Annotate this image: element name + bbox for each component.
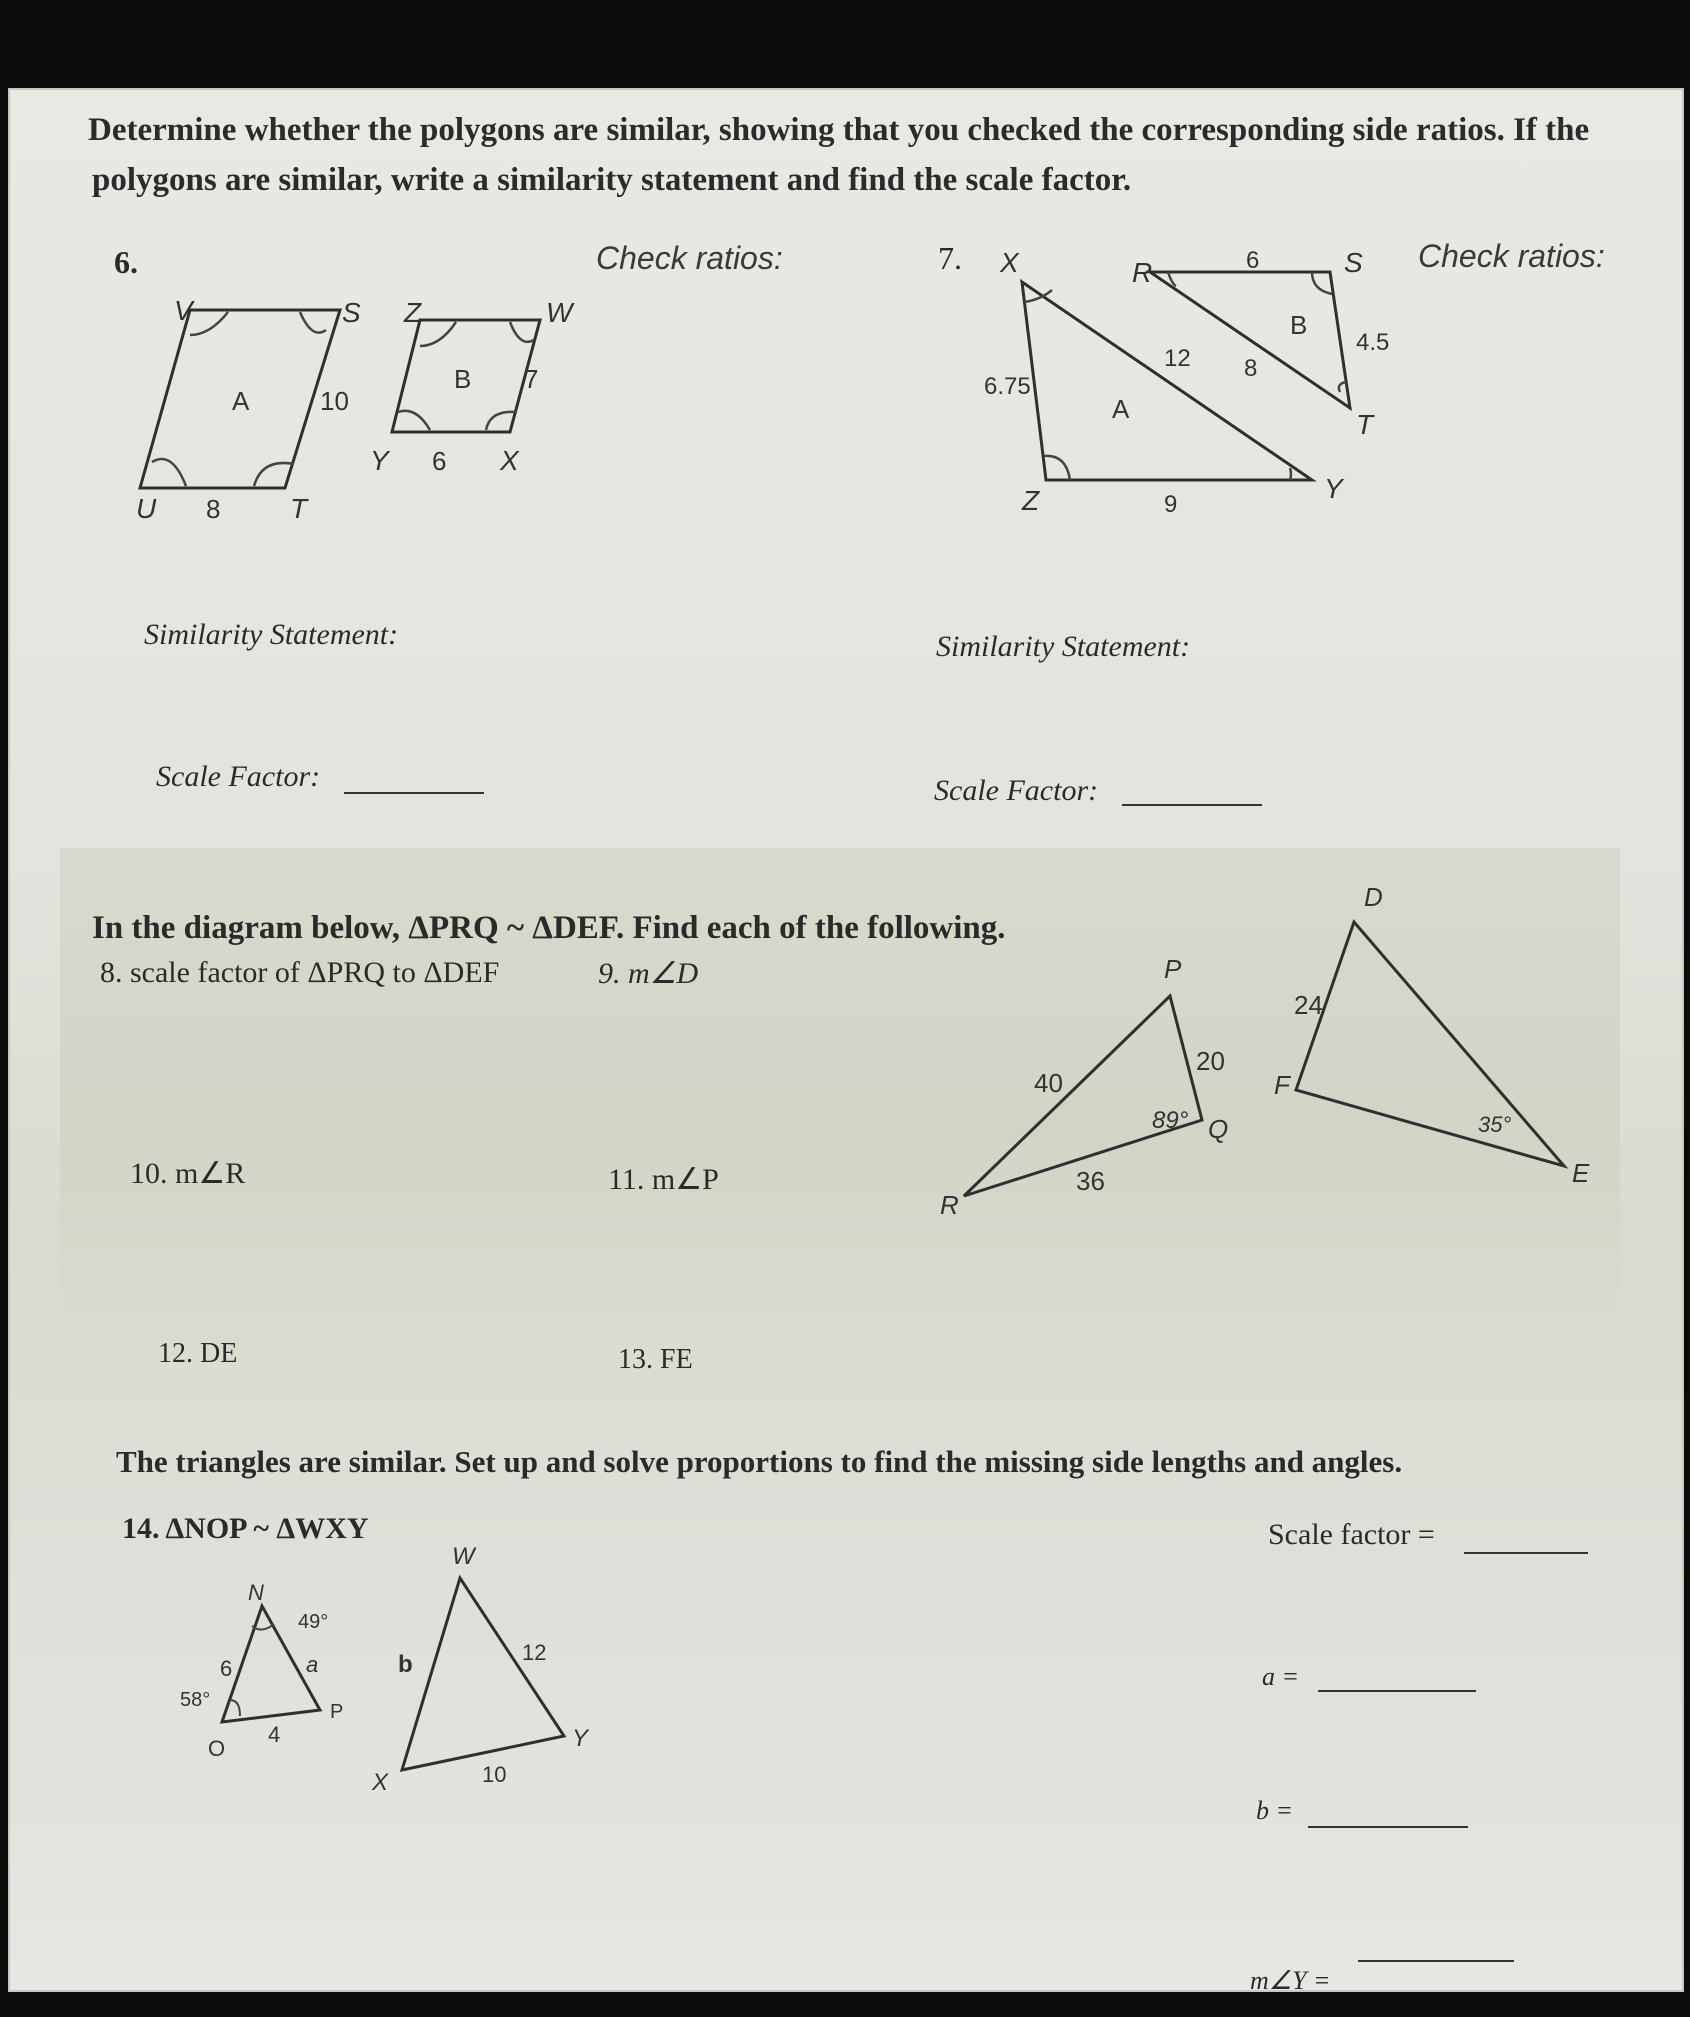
problem6-scale-factor-label: Scale Factor: [156, 760, 321, 793]
side-WX: b [398, 1651, 413, 1678]
figB-side-bottom: 6 [432, 446, 447, 476]
label7-T: T [1356, 409, 1374, 440]
label-Q: Q [1208, 1114, 1229, 1144]
problem7-similarity-label: Similarity Statement: [936, 630, 1191, 663]
triangle-B [1150, 272, 1350, 408]
question-12: 12. DE [158, 1338, 238, 1369]
problem6-check-ratios: Check ratios: [596, 240, 783, 276]
label7-X: X [1000, 247, 1019, 278]
label-WXY-Y: Y [572, 1725, 589, 1752]
problem7-scale-factor-label: Scale Factor: [934, 774, 1099, 807]
side-OP: 4 [268, 1722, 281, 1747]
side-FD: 24 [1294, 990, 1323, 1020]
label-Z: Z [404, 297, 422, 328]
mY-label: m∠Y = [1250, 1966, 1331, 1995]
triangle-WXY [402, 1578, 564, 1770]
label-F: F [1274, 1070, 1290, 1100]
side-XZ: 6.75 [984, 373, 1031, 400]
instructions-line2: polygons are similar, write a similarity statement and find the scale factor. [92, 162, 1132, 198]
question-11: 11. m∠P [608, 1163, 719, 1196]
label-W: W [452, 1543, 475, 1570]
label7-Y: Y [1324, 473, 1343, 504]
triangle-A [1022, 282, 1312, 480]
fig7B-name: B [1290, 310, 1308, 340]
label-S: S [342, 297, 361, 328]
label-D: D [1364, 882, 1383, 912]
instructions-line1: Determine whether the polygons are similar, showing that you checked the corresponding side ratios. If the [88, 112, 1590, 148]
label-V: V [174, 295, 193, 326]
problem7-check-ratios: Check ratios: [1418, 238, 1605, 274]
question-14: 14. ΔNOP ~ ΔWXY [122, 1512, 369, 1545]
label-U: U [136, 493, 157, 524]
label7-Z: Z [1022, 485, 1040, 516]
side-NP: a [306, 1652, 319, 1677]
angle-N: 49° [298, 1611, 329, 1633]
angle-E: 35° [1478, 1112, 1512, 1137]
problem6-number: 6. [114, 244, 138, 280]
problem7-scale-factor-blank[interactable] [1122, 804, 1262, 806]
side-RT: 8 [1244, 355, 1258, 382]
label-N: N [248, 1580, 264, 1605]
label-W: W [546, 297, 573, 328]
side-RQ: 36 [1076, 1166, 1105, 1196]
label-X: X [500, 445, 519, 476]
problem7-number: 7. [938, 240, 962, 276]
problem6-scale-factor-blank[interactable] [344, 792, 484, 794]
angle-Q: 89° [1152, 1107, 1189, 1134]
label-O: O [208, 1736, 226, 1761]
section3-heading: The triangles are similar. Set up and solve proportions to find the missing side lengths and angles. [116, 1444, 1403, 1479]
triangle-DEF [1296, 922, 1564, 1166]
label7-S: S [1344, 247, 1363, 278]
label-T: T [290, 493, 308, 524]
question-9: 9. m∠D [598, 957, 699, 990]
label-E: E [1572, 1158, 1590, 1188]
section2-heading: In the diagram below, ΔPRQ ~ ΔDEF. Find each of the following. [92, 910, 1006, 946]
figA-name: A [232, 386, 250, 416]
label-R: R [940, 1190, 959, 1220]
scale-factor-blank[interactable] [1464, 1552, 1588, 1554]
label-NOP-P: P [330, 1701, 344, 1723]
angle-O: 58° [180, 1689, 211, 1711]
b-blank[interactable] [1308, 1826, 1468, 1828]
question-13: 13. FE [618, 1344, 693, 1375]
label-WXY-X: X [372, 1769, 389, 1796]
side-RS: 6 [1246, 247, 1260, 274]
label-Y: Y [370, 445, 389, 476]
side-ZY: 9 [1164, 491, 1178, 518]
label7-R: R [1132, 257, 1153, 288]
a-label: a = [1262, 1662, 1300, 1691]
scale-factor-label: Scale factor = [1268, 1518, 1435, 1551]
side-PQ: 20 [1196, 1046, 1225, 1076]
fig7A-name: A [1112, 394, 1130, 424]
side-XY: 10 [482, 1762, 507, 1787]
figA-side-right: 10 [320, 386, 349, 416]
figB-name: B [454, 364, 472, 394]
side-XY: 12 [1164, 345, 1191, 372]
a-blank[interactable] [1318, 1690, 1476, 1692]
mY-blank[interactable] [1358, 1960, 1514, 1962]
side-RP: 40 [1034, 1068, 1063, 1098]
question-10: 10. m∠R [130, 1157, 246, 1190]
figA-side-bottom: 8 [206, 494, 221, 524]
b-label: b = [1256, 1796, 1294, 1825]
side-NO: 6 [220, 1656, 233, 1681]
question-8: 8. scale factor of ΔPRQ to ΔDEF [100, 956, 500, 989]
figB-side-right: 7 [524, 364, 539, 394]
problem6-similarity-label: Similarity Statement: [144, 618, 399, 651]
side-WY: 12 [522, 1640, 547, 1665]
side-ST: 4.5 [1356, 329, 1390, 356]
label-P: P [1164, 954, 1182, 984]
